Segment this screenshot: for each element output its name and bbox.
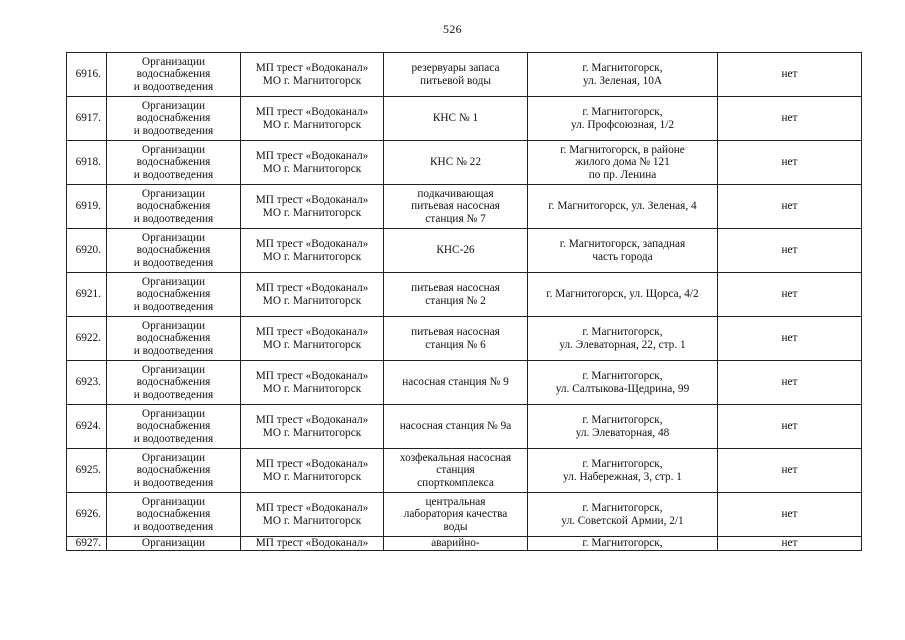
cell-line: КНС-26 [436, 244, 475, 257]
row-number-cell: 6923. [67, 361, 107, 405]
cell-line: насосная станция № 9а [399, 420, 512, 433]
row-number-cell: 6919. [67, 185, 107, 229]
status-cell: нет [718, 97, 862, 141]
cell-line: питьевая насосная [411, 326, 500, 338]
cell-line: и водоотведения [133, 388, 214, 401]
cell-line: Организации [141, 275, 206, 288]
row-number-cell: 6918. [67, 141, 107, 185]
organization-type-cell [107, 229, 241, 273]
cell-line: г. Магнитогорск, [582, 414, 663, 426]
organization-type-cell [107, 361, 241, 405]
cell-line: насосная станция № 9 [402, 376, 509, 389]
cell-line: ул. Салтыкова-Щедрина, 99 [555, 382, 690, 395]
organization-type-cell [107, 449, 241, 493]
cell-line: лаборатория качества [403, 508, 508, 521]
organization-type-cell [107, 493, 241, 537]
cell-line: и водоотведения [133, 124, 214, 137]
object-name-cell [384, 493, 528, 537]
registry-table-body [67, 53, 862, 551]
cell-line: г. Магнитогорск, [582, 502, 663, 514]
status-cell: нет [718, 537, 862, 551]
row-number-cell: 6924. [67, 405, 107, 449]
status-cell: нет [718, 449, 862, 493]
cell-line: г. Магнитогорск, [582, 458, 663, 470]
status-cell: нет [718, 317, 862, 361]
owner-cell [241, 405, 384, 449]
address-cell [528, 361, 718, 405]
cell-line: МО г. Магнитогорск [262, 382, 362, 395]
cell-line: водоснабжения [136, 68, 211, 81]
cell-line: г. Магнитогорск, [582, 62, 663, 74]
cell-line: КНС № 22 [430, 156, 481, 169]
cell-line: г. Магнитогорск, в районе [560, 143, 685, 156]
cell-line: МО г. Магнитогорск [262, 162, 362, 175]
cell-line: Организации [141, 363, 206, 376]
organization-type-cell [107, 53, 241, 97]
cell-line: питьевая насосная [411, 282, 500, 294]
cell-line: подкачивающая [417, 187, 494, 200]
cell-line: Организации [141, 407, 206, 420]
organization-type-cell [107, 185, 241, 229]
cell-line: питьевой воды [420, 74, 491, 87]
owner-cell [241, 361, 384, 405]
registry-table [66, 52, 862, 551]
table-row-partial [67, 537, 862, 551]
cell-line: водоснабжения [136, 288, 211, 301]
cell-line: станция [436, 464, 475, 477]
cell-line: МП трест «Водоканал» [255, 62, 369, 74]
cell-line: Организации [141, 231, 206, 244]
cell-line: г. Магнитогорск, ул. Зеленая, 4 [548, 200, 697, 213]
cell-line: и водоотведения [133, 80, 214, 93]
cell-line: водоснабжения [136, 464, 211, 477]
row-number-cell: 6916. [67, 53, 107, 97]
cell-line: МО г. Магнитогорск [262, 250, 362, 263]
object-name-cell: аварийно- [384, 537, 528, 551]
cell-line: МП трест «Водоканал» [255, 282, 369, 294]
cell-line: МП трест «Водоканал» [255, 326, 369, 338]
cell-line: МО г. Магнитогорск [262, 338, 362, 351]
cell-line: водоснабжения [136, 508, 211, 521]
owner-cell [241, 449, 384, 493]
owner-cell [241, 229, 384, 273]
status-cell: нет [718, 273, 862, 317]
cell-line: Организации [141, 99, 206, 112]
address-cell [528, 53, 718, 97]
cell-line: и водоотведения [133, 168, 214, 181]
object-name-cell [384, 317, 528, 361]
cell-line: МП трест «Водоканал» [255, 458, 369, 470]
address-cell [528, 405, 718, 449]
organization-type-cell [107, 405, 241, 449]
status-cell: нет [718, 405, 862, 449]
cell-line: водоснабжения [136, 156, 211, 169]
address-cell [528, 97, 718, 141]
owner-cell [241, 273, 384, 317]
owner-cell [241, 53, 384, 97]
cell-line: станция № 2 [425, 294, 486, 307]
object-name-cell [384, 141, 528, 185]
cell-line: МО г. Магнитогорск [262, 426, 362, 439]
cell-line: и водоотведения [133, 344, 214, 357]
cell-line: и водоотведения [133, 256, 214, 269]
status-cell: нет [718, 185, 862, 229]
object-name-cell [384, 449, 528, 493]
status-cell: нет [718, 493, 862, 537]
cell-line: водоснабжения [136, 376, 211, 389]
organization-type-cell [107, 97, 241, 141]
table-row [67, 317, 862, 361]
table-row [67, 229, 862, 273]
status-cell: нет [718, 53, 862, 97]
owner-cell [241, 317, 384, 361]
cell-line: ул. Зеленая, 10А [582, 74, 663, 87]
address-cell [528, 493, 718, 537]
cell-line: Организации [141, 55, 206, 68]
cell-line: Организации [141, 187, 206, 200]
cell-line: и водоотведения [133, 300, 214, 313]
status-cell: нет [718, 229, 862, 273]
table-row [67, 361, 862, 405]
row-number-cell: 6920. [67, 229, 107, 273]
cell-line: водоснабжения [136, 244, 211, 257]
address-cell [528, 229, 718, 273]
table-row [67, 141, 862, 185]
cell-line: часть города [592, 250, 653, 263]
cell-line: по пр. Ленина [588, 168, 657, 181]
cell-line: г. Магнитогорск, [582, 106, 663, 118]
cell-line: г. Магнитогорск, [582, 326, 663, 338]
cell-line: хозфекальная насосная [399, 451, 512, 464]
cell-line: МП трест «Водоканал» [255, 502, 369, 514]
owner-cell [241, 97, 384, 141]
address-cell: г. Магнитогорск, [528, 537, 718, 551]
cell-line: КНС № 1 [432, 112, 479, 125]
cell-line: и водоотведения [133, 212, 214, 225]
cell-line: воды [443, 520, 468, 533]
organization-type-cell [107, 141, 241, 185]
cell-line: МО г. Магнитогорск [262, 294, 362, 307]
cell-line: и водоотведения [133, 476, 214, 489]
table-row [67, 273, 862, 317]
row-number-cell: 6922. [67, 317, 107, 361]
address-cell [528, 273, 718, 317]
cell-line: и водоотведения [133, 520, 214, 533]
cell-line: станция № 7 [425, 212, 486, 225]
organization-type-cell [107, 317, 241, 361]
cell-line: питьевая насосная [411, 200, 500, 213]
cell-line: водоснабжения [136, 112, 211, 125]
cell-line: МП трест «Водоканал» [255, 194, 369, 206]
cell-line: ул. Набережная, 3, стр. 1 [563, 470, 682, 483]
cell-line: ул. Элеваторная, 22, стр. 1 [559, 338, 686, 351]
cell-line: МП трест «Водоканал» [255, 414, 369, 426]
cell-line: Организации [141, 319, 206, 332]
cell-line: Организации [141, 143, 206, 156]
cell-line: МП трест «Водоканал» [255, 370, 369, 382]
organization-type-cell [107, 273, 241, 317]
owner-cell: МП трест «Водоканал» [241, 537, 384, 551]
cell-line: МП трест «Водоканал» [255, 238, 369, 250]
row-number-cell: 6927. [67, 537, 107, 551]
table-row [67, 185, 862, 229]
cell-line: водоснабжения [136, 420, 211, 433]
cell-line: ул. Профсоюзная, 1/2 [570, 118, 675, 131]
owner-cell [241, 185, 384, 229]
cell-line: ул. Элеваторная, 48 [575, 426, 670, 439]
organization-type-cell: Организации [107, 537, 241, 551]
cell-line: МП трест «Водоканал» [255, 150, 369, 162]
address-cell [528, 317, 718, 361]
cell-line: МО г. Магнитогорск [262, 206, 362, 219]
cell-line: жилого дома № 121 [575, 156, 670, 169]
cell-line: Организации [141, 495, 206, 508]
cell-line: центральная [425, 495, 486, 508]
cell-line: водоснабжения [136, 332, 211, 345]
row-number-cell: 6926. [67, 493, 107, 537]
cell-line: спорткомплекса [417, 476, 494, 489]
object-name-cell [384, 361, 528, 405]
object-name-cell [384, 229, 528, 273]
address-cell [528, 449, 718, 493]
cell-line: резервуары запаса [411, 62, 500, 74]
object-name-cell [384, 273, 528, 317]
object-name-cell [384, 185, 528, 229]
cell-line: МО г. Магнитогорск [262, 118, 362, 131]
cell-line: станция № 6 [425, 338, 486, 351]
cell-line: и водоотведения [133, 432, 214, 445]
cell-line: г. Магнитогорск, [582, 370, 663, 382]
status-cell: нет [718, 361, 862, 405]
cell-line: МО г. Магнитогорск [262, 74, 362, 87]
object-name-cell [384, 405, 528, 449]
object-name-cell [384, 53, 528, 97]
address-cell [528, 185, 718, 229]
table-row [67, 97, 862, 141]
cell-line: г. Магнитогорск, западная [559, 238, 686, 250]
cell-line: МО г. Магнитогорск [262, 470, 362, 483]
owner-cell [241, 493, 384, 537]
page-number: 526 [443, 22, 462, 36]
row-number-cell: 6921. [67, 273, 107, 317]
cell-line: Организации [141, 451, 206, 464]
owner-cell [241, 141, 384, 185]
row-number-cell: 6925. [67, 449, 107, 493]
table-row [67, 493, 862, 537]
table-row [67, 53, 862, 97]
row-number-cell: 6917. [67, 97, 107, 141]
table-row [67, 449, 862, 493]
object-name-cell [384, 97, 528, 141]
cell-line: г. Магнитогорск, ул. Щорса, 4/2 [546, 288, 699, 301]
address-cell [528, 141, 718, 185]
cell-line: МО г. Магнитогорск [262, 514, 362, 527]
cell-line: МП трест «Водоканал» [255, 106, 369, 118]
cell-line: ул. Советской Армии, 2/1 [561, 514, 684, 527]
status-cell: нет [718, 141, 862, 185]
table-row [67, 405, 862, 449]
cell-line: водоснабжения [136, 200, 211, 213]
